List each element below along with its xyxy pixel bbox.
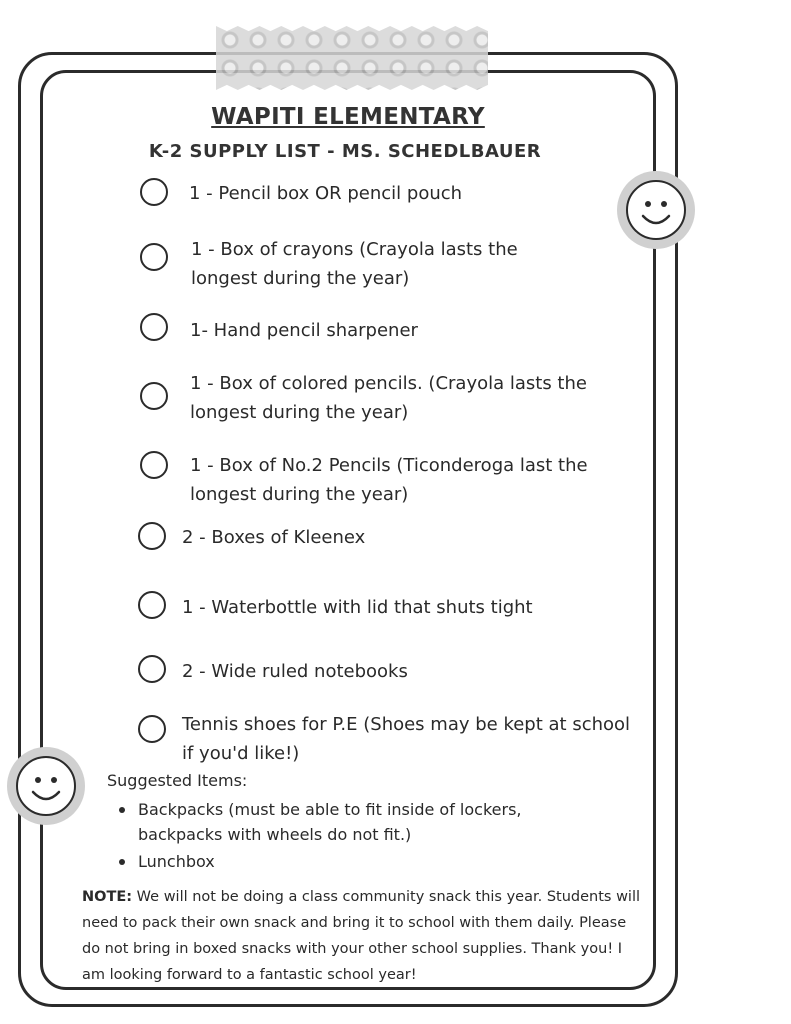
note-paragraph (82, 884, 642, 988)
item-text: 1 - Waterbottle with lid that shuts tight (182, 597, 533, 618)
item-text: 1 - Box of crayons (Crayola lasts the (191, 239, 518, 260)
list-item (118, 797, 608, 847)
checkbox-circle[interactable] (138, 591, 166, 619)
supply-list-subtitle: K-2 SUPPLY LIST - MS. SCHEDLBAUER (148, 141, 542, 162)
checkbox-circle[interactable] (140, 451, 168, 479)
smiley-face-icon (6, 746, 86, 826)
checkbox-circle[interactable] (140, 178, 168, 206)
checkbox-circle[interactable] (138, 655, 166, 683)
item-text-continued: longest during the year) (191, 268, 410, 289)
checkbox-circle[interactable] (140, 313, 168, 341)
item-text: 1 - Box of No.2 Pencils (Ticonderoga last the (190, 455, 588, 476)
item-text: Tennis shoes for P.E (Shoes may be kept at school (182, 714, 631, 735)
item-text-continued: longest during the year) (190, 402, 409, 423)
suggested-item-text: Backpacks (must be able to fit inside of lockers, backpacks with wheels do not fit.) (138, 800, 522, 844)
suggested-items-heading: Suggested Items: (107, 771, 248, 790)
checkbox-circle[interactable] (140, 243, 168, 271)
item-text-continued: longest during the year) (190, 484, 409, 505)
checkbox-circle[interactable] (140, 382, 168, 410)
item-text: 1 - Pencil box OR pencil pouch (189, 183, 463, 204)
note-prefix: NOTE: (82, 889, 133, 905)
patterned-tape (216, 26, 488, 90)
suggested-items-list (118, 797, 608, 874)
suggested-item-text: Lunchbox (138, 852, 215, 871)
note-text: We will not be doing a class community snack this year. Students will need to pack their own snack and bring it to school with them daily. Please do not bring in boxed snacks with your other school supplies. Thank you! I am looking forward to a fantastic school year! (82, 889, 641, 983)
checkbox-circle[interactable] (138, 715, 166, 743)
checkbox-circle[interactable] (138, 522, 166, 550)
list-item (118, 849, 608, 874)
item-text: 1 - Box of colored pencils. (Crayola lasts the (190, 373, 587, 394)
item-text: 2 - Wide ruled notebooks (182, 661, 408, 682)
item-text: 1- Hand pencil sharpener (190, 320, 418, 341)
bullet-icon (119, 807, 125, 813)
item-text-continued: if you'd like!) (182, 743, 300, 764)
school-title: WAPITI ELEMENTARY (211, 104, 485, 130)
item-text: 2 - Boxes of Kleenex (182, 527, 366, 548)
bullet-icon (119, 859, 125, 865)
